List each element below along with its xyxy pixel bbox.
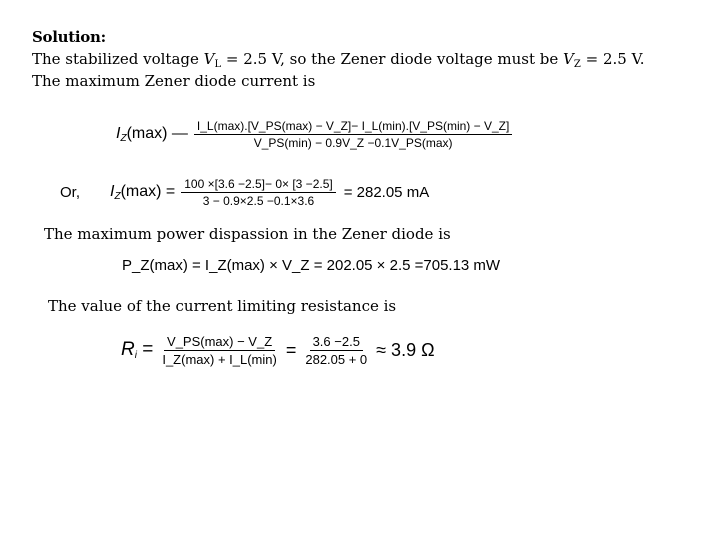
stabilized-voltage-line xyxy=(32,50,645,70)
max-zener-current-intro: The maximum Zener diode current is xyxy=(32,72,316,90)
vz-symbol: V xyxy=(563,50,574,68)
eq2-result: = 282.05 mA xyxy=(343,183,430,201)
res-fraction-numeric xyxy=(302,334,370,367)
res-result: ≈ 3.9 Ω xyxy=(376,339,435,360)
line1-text-b: = 2.5 V, so the Zener diode voltage must be xyxy=(221,50,564,68)
eq2-prefix: Or, xyxy=(60,183,81,201)
vz-subscript: Z xyxy=(573,59,581,70)
eq2-lhs: $I_Z(\max)$ = xyxy=(110,182,176,202)
res-equals: = xyxy=(285,339,297,360)
eq1-lhs: $I_Z(\max)$ — xyxy=(116,124,188,144)
eq2-numerator: 100 ×[3.6 −2.5]− 0× [3 −2.5] xyxy=(181,177,335,193)
solution-heading: Solution: xyxy=(32,28,106,46)
eq2-fraction xyxy=(181,177,335,208)
res-numerator-numeric: 3.6 −2.5 xyxy=(310,334,363,351)
eq2-denominator: 3 − 0.9×2.5 −0.1×3.6 xyxy=(202,193,315,208)
eq1-fraction xyxy=(194,119,512,150)
line1-text-a: The stabilized voltage xyxy=(32,50,204,68)
equation-iz-max-numeric xyxy=(60,172,429,212)
resistance-intro: The value of the current limiting resistance is xyxy=(48,297,397,315)
equation-iz-max-general xyxy=(116,114,512,154)
res-denominator-numeric: 282.05 + 0 xyxy=(305,351,368,367)
res-denominator-symbolic: I_Z(max) + I_L(min) xyxy=(162,351,277,367)
eq1-numerator: I_L(max).[V_PS(max) − V_Z]− I_L(min).[V_PS(min) − V_Z] xyxy=(194,119,512,135)
vl-subscript: L xyxy=(214,59,222,70)
line1-text-c: = 2.5 V. xyxy=(580,50,645,68)
res-lhs: $R_i$ = xyxy=(121,339,154,361)
max-power-intro: The maximum power dispassion in the Zener diode is xyxy=(44,225,451,243)
eq1-denominator: V_PS(min) − 0.9V_Z −0.1V_PS(max) xyxy=(253,135,453,150)
resistance-equation xyxy=(121,328,435,372)
res-fraction-symbolic xyxy=(159,334,280,367)
power-equation: P_Z(max) = I_Z(max) × V_Z = 202.05 × 2.5 =705.13 mW xyxy=(122,257,501,274)
vl-symbol: V xyxy=(203,50,215,68)
res-numerator-symbolic: V_PS(max) − V_Z xyxy=(164,334,275,351)
